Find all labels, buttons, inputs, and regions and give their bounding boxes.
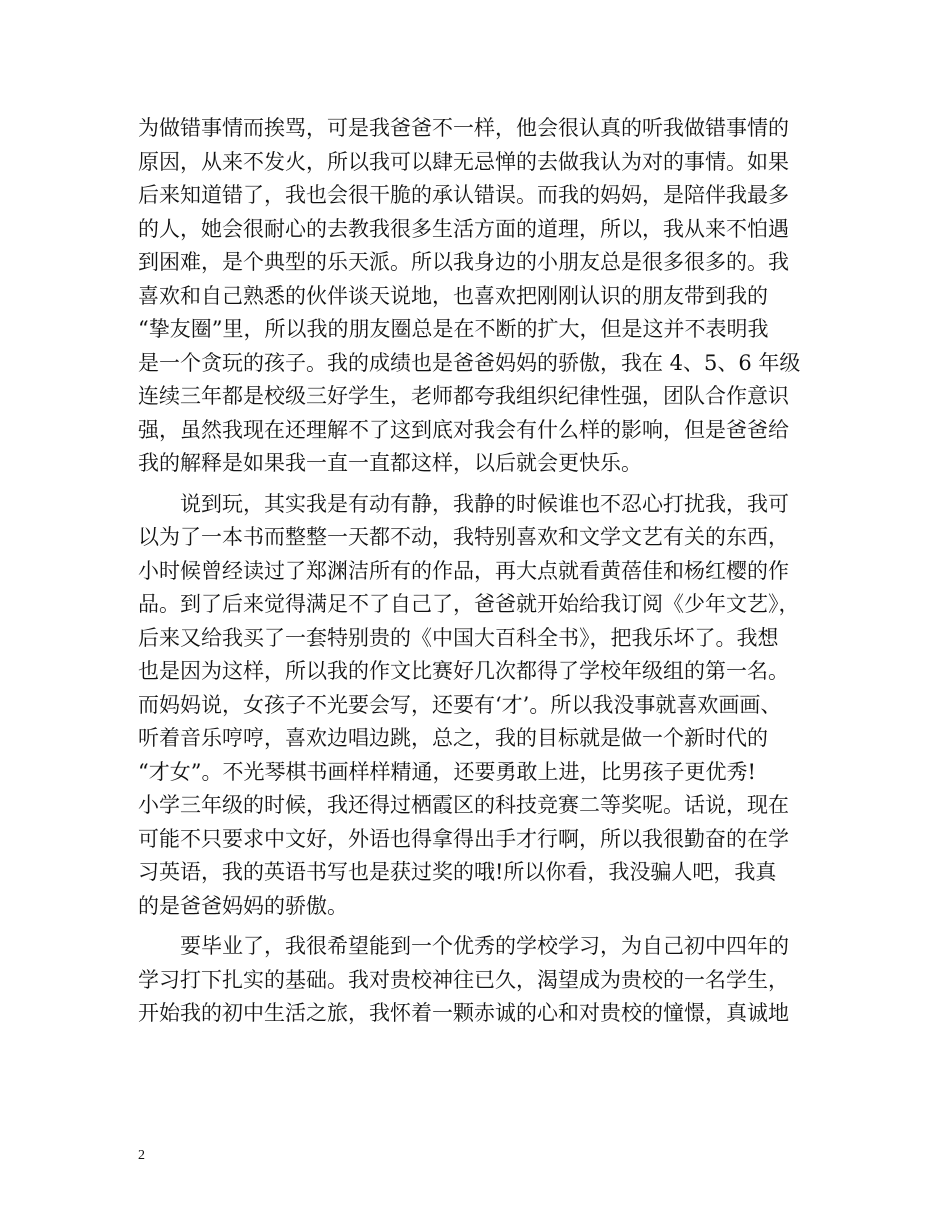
paragraph-spacer [138, 923, 818, 930]
text-line: 的是爸爸妈妈的骄傲。 [138, 893, 348, 918]
text-line: 习英语，我的英语书写也是获过奖的哦!所以你看，我没骗人吧，我真 [138, 860, 777, 884]
page-number: 2 [138, 1148, 145, 1163]
text-line: 可能不只要求中文好，外语也得拿得出手才行啊，所以我很勤奋的在学 [138, 826, 789, 851]
document-body [138, 112, 818, 1031]
text-line: 小学三年级的时候，我还得过栖霞区的科技竞赛二等奖呢。话说，现在 [138, 793, 789, 817]
text-line: 后来又给我买了一套特别贵的《中国大百科全书》，把我乐坏了。我想 [138, 625, 779, 650]
text-line: 强，虽然我现在还理解不了这到底对我会有什么样的影响，但是爸爸给 [138, 417, 789, 442]
text-line: 小时候曾经读过了郑渊洁所有的作品，再大点就看黄蓓佳和杨红樱的作 [138, 558, 789, 583]
text-line: 是一个贪玩的孩子。我的成绩也是爸爸妈妈的骄傲，我在 4、5、6 年级 [138, 350, 801, 375]
text-line: 要毕业了，我很希望能到一个优秀的学校学习，为自己初中四年的 [138, 934, 789, 958]
text-line: “才女”。不光琴棋书画样样精通，还要勇敢上进，比男孩子更优秀! [138, 759, 756, 784]
text-line: 听着音乐哼哼，喜欢边唱边跳，总之，我的目标就是做一个新时代的 [138, 726, 768, 750]
paragraph-2 [138, 488, 818, 924]
text-line: “挚友圈”里，所以我的朋友圈总是在不断的扩大，但是这并不表明我 [138, 317, 769, 341]
text-line: 后来知道错了，我也会很干脆的承认错误。而我的妈妈，是陪伴我最多 [138, 183, 789, 207]
text-line: 连续三年都是校级三好学生，老师都夸我组织纪律性强，团队合作意识 [138, 384, 789, 408]
text-line: 说到玩，其实我是有动有静，我静的时候谁也不忍心打扰我，我可 [138, 491, 789, 516]
paragraph-3 [138, 930, 818, 1031]
text-line: 的人，她会很耐心的去教我很多生活方面的道理，所以，我从来不怕遇 [138, 216, 789, 241]
text-line: 开始我的初中生活之旅，我怀着一颗赤诚的心和对贵校的憧憬，真诚地 [138, 1001, 789, 1025]
text-line: 喜欢和自己熟悉的伙伴谈天说地，也喜欢把刚刚认识的朋友带到我的 [138, 283, 768, 308]
text-line: 品。到了后来觉得满足不了自己了，爸爸就开始给我订阅《少年文艺》， [138, 592, 800, 616]
text-line: 也是因为这样，所以我的作文比赛好几次都得了学校年级组的第一名。 [138, 659, 789, 683]
text-line: 到困难，是个典型的乐天派。所以我身边的小朋友总是很多很多的。我 [138, 250, 789, 274]
paragraph-spacer [138, 481, 818, 488]
text-line: 为做错事情而挨骂，可是我爸爸不一样，他会很认真的听我做错事情的 [138, 116, 789, 140]
text-line: 学习打下扎实的基础。我对贵校神往已久，渴望成为贵校的一名学生， [138, 967, 789, 992]
text-line: 以为了一本书而整整一天都不动，我特别喜欢和文学文艺有关的东西， [138, 525, 789, 549]
text-line: 我的解释是如果我一直一直都这样，以后就会更快乐。 [138, 451, 642, 475]
paragraph-1 [138, 112, 818, 481]
text-line: 原因，从来不发火，所以我可以肆无忌惮的去做我认为对的事情。如果 [138, 149, 789, 174]
text-line: 而妈妈说，女孩子不光要会写，还要有‘才’。所以我没事就喜欢画画、 [138, 692, 782, 717]
